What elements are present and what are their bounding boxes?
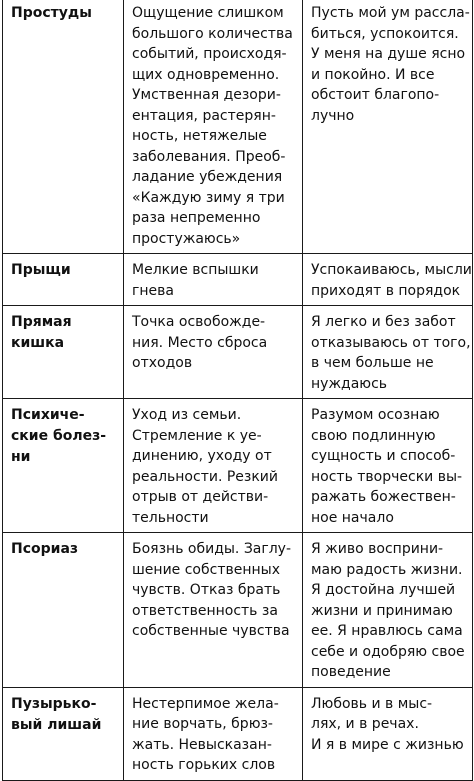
text-line: Разумом осознаю [311,407,440,423]
condition-cell [3,687,124,780]
text-line: Я легко и без забот [311,314,456,330]
text-line: раза непременно [132,210,261,226]
text-line: биться, успокоится. [311,25,459,42]
text-line: Пузырько- [11,695,97,712]
text-line: ное начало [311,509,394,526]
table-row [3,254,473,306]
text-line: отходов [132,355,193,371]
text-line: Псориаз [11,541,79,557]
text-line: свою подлинную [311,427,436,444]
text-line: ность горьких слов [132,757,276,773]
text-line: ние ворчать, брюз- [132,716,273,732]
cause-cell [124,399,303,533]
cause-cell [124,0,303,254]
text-line: ее. Я нравлюсь сама [311,623,463,639]
text-line: отказываюсь от того, [311,334,471,351]
text-line: ни [11,449,31,465]
text-line: ражать божествен- [311,489,456,505]
text-line: ния. Место сброса [132,334,268,351]
text-line: приходят в порядок [311,282,461,299]
condition-cell [3,399,124,533]
cause-cell [124,254,303,306]
condition-cell [3,306,124,399]
text-line: в чем больше не [311,355,434,371]
text-line: и покойно. И все [311,66,435,83]
text-line: И я в мире с жизнью [311,736,464,753]
affirmation-cell [303,687,473,780]
text-line: заболевания. Преоб- [132,148,286,165]
text-line: ность, нетяжелые [132,128,267,144]
text-line: ответственность за [132,602,278,619]
text-line: ские болез- [11,428,107,444]
text-line: ность творчески вы- [311,468,463,485]
text-line: Прыщи [11,262,71,278]
text-line: жать. Невысказан- [132,736,272,753]
cause-cell [124,533,303,688]
text-line: простужаюсь» [132,230,241,247]
text-line: отрыв от действи- [132,489,269,505]
cause-cell [124,687,303,780]
condition-cell [3,254,124,306]
text-line: Прямая [11,314,72,330]
table-row [3,533,473,688]
text-line: Успокаиваюсь, мысли [311,262,472,278]
condition-cell [3,533,124,688]
text-line: сущность и способ- [311,448,456,464]
text-line: обстоит благопо- [311,87,440,103]
table-row [3,399,473,533]
text-line: Мелкие вспышки [132,262,259,278]
text-line: «Каждую зиму я три [132,189,285,206]
text-line: Пусть мой ум рассла- [311,5,470,21]
affirmation-cell [303,306,473,399]
table-body [3,0,473,780]
text-line: Уход из семьи. [132,407,242,423]
affirmation-cell [303,399,473,533]
text-line: ентация, растерян- [132,107,276,124]
text-line: У меня на душе ясно [311,46,466,62]
text-line: реальности. Резкий [132,468,279,485]
text-line: ладание убеждения [132,169,283,185]
table-row [3,0,473,254]
text-line: Ощущение слишком [132,5,284,21]
text-line: тельности [132,509,209,526]
table-row [3,687,473,780]
cause-cell [124,306,303,399]
text-line: Точка освобожде- [132,314,266,330]
text-line: нуждаюсь [311,375,388,392]
text-line: Простуды [11,5,92,21]
text-line: шение собственных [132,561,280,578]
condition-cell [3,0,124,254]
text-line: гнева [132,282,174,299]
text-line: Нестерпимое жела- [132,695,279,712]
text-line: собственные чувства [132,623,290,639]
text-line: щих одновременно. [132,66,280,83]
text-line: большого количества [132,25,293,42]
text-line: динению, уходу от [132,448,272,464]
text-line: Я достойна лучшей [311,582,456,598]
text-line: Умственная дезори- [132,87,281,103]
text-line: лучно [311,107,355,124]
text-line: вый лишай [11,716,102,733]
table-row [3,306,473,399]
text-line: себе и одобряю свое [311,643,465,660]
text-line: Боязнь обиды. Заглу- [132,541,292,557]
text-line: Я живо восприни- [311,541,444,557]
text-line: поведение [311,664,391,680]
text-line: Стремление к уе- [132,427,262,444]
affirmation-cell [303,533,473,688]
affirmation-cell [303,254,473,306]
text-line: чувств. Отказ брать [132,582,281,598]
text-line: событий, происходя- [132,46,287,62]
text-line: жизни и принимаю [311,602,453,619]
text-line: лях, и в речах. [311,716,419,732]
text-line: Любовь и в мыс- [311,695,433,712]
text-line: кишка [11,335,65,351]
affirmations-table [2,0,473,781]
text-line: маю радость жизни. [311,561,463,578]
text-line: Психиче- [11,407,85,423]
affirmation-cell [303,0,473,254]
